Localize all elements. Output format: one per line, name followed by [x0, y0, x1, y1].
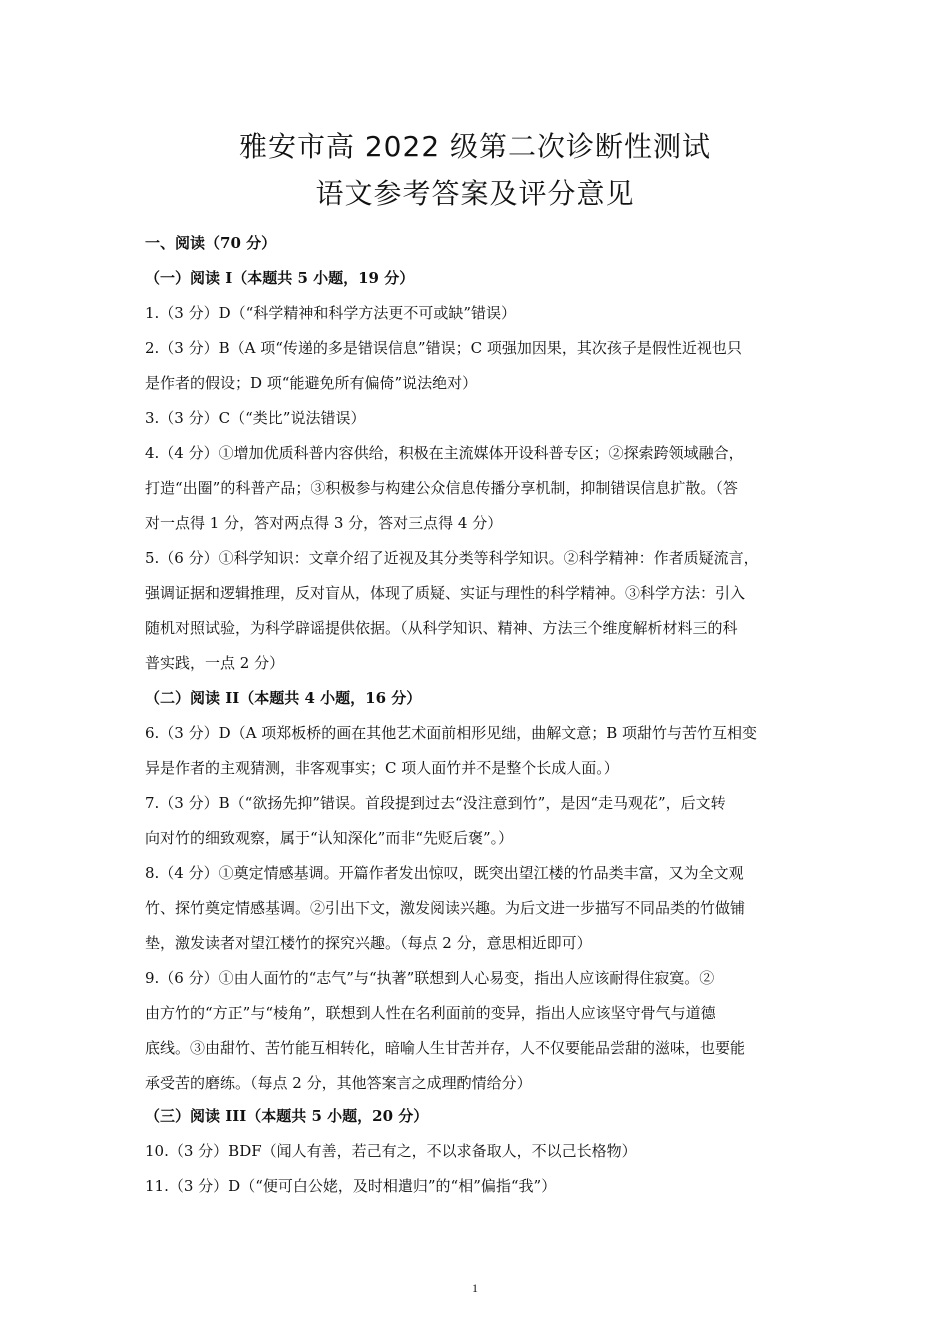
- answer-line: 竹、探竹奠定情感基调。②引出下文，激发阅读兴趣。为后文进一步描写不同品类的竹做铺: [145, 899, 746, 917]
- answer-line: 垫，激发读者对望江楼竹的探究兴趣。（每点 2 分，意思相近即可）: [145, 934, 592, 952]
- answer-line: 6.（3 分）D（A 项郑板桥的画在其他艺术面前相形见绌，曲解文意；B 项甜竹与苦竹互相变: [145, 724, 758, 742]
- answer-line: 强调证据和逻辑推理，反对盲从，体现了质疑、实证与理性的科学精神。③科学方法：引入: [145, 584, 746, 602]
- answer-line: 是作者的假设；D 项“能避免所有偏倚”说法绝对）: [145, 374, 478, 392]
- answer-line: 3.（3 分）C（“类比”说法错误）: [145, 409, 366, 427]
- answer-line: 异是作者的主观猜测，非客观事实；C 项人面竹并不是整个长成人面。）: [145, 759, 619, 777]
- answer-line: 5.（6 分）①科学知识：文章介绍了近视及其分类等科学知识。②科学精神：作者质疑流言，: [145, 549, 759, 567]
- answer-line: 向对竹的细致观察，属于“认知深化”而非“先贬后褒”。）: [145, 829, 514, 847]
- document-subtitle: 语文参考答案及评分意见: [315, 177, 635, 210]
- answer-line: 底线。③由甜竹、苦竹能互相转化，暗喻人生甘苦并存，人不仅要能品尝甜的滋味，也要能: [145, 1039, 746, 1057]
- answer-line: 1.（3 分）D（“科学精神和科学方法更不可或缺”错误）: [145, 304, 516, 322]
- subsection-heading-reading-2: （二）阅读 II（本题共 4 小题，16 分）: [145, 689, 422, 707]
- answer-line: 11.（3 分）D（“便可白公姥，及时相遣归”的“相”偏指“我”）: [145, 1177, 557, 1195]
- answer-line: 7.（3 分）B（“欲扬先抑”错误。首段提到过去“没注意到竹”，是因“走马观花”，后文转: [145, 794, 726, 812]
- answer-line: 普实践，一点 2 分）: [145, 654, 285, 672]
- answer-line: 4.（4 分）①增加优质科普内容供给，积极在主流媒体开设科普专区；②探索跨领域融合，: [145, 444, 744, 462]
- answer-line: 承受苦的磨练。（每点 2 分，其他答案言之成理酌情给分）: [145, 1074, 532, 1092]
- answer-line: 9.（6 分）①由人面竹的“志气”与“执著”联想到人心易变，指出人应该耐得住寂寞。②: [145, 969, 715, 987]
- subsection-heading-reading-3: （三）阅读 III（本题共 5 小题，20 分）: [145, 1107, 429, 1125]
- subsection-heading-reading-1: （一）阅读 I（本题共 5 小题，19 分）: [145, 269, 415, 287]
- answer-line: 由方竹的“方正”与“棱角”，联想到人性在名利面前的变异，指出人应该坚守骨气与道德: [145, 1004, 716, 1022]
- answer-line: 对一点得 1 分，答对两点得 3 分，答对三点得 4 分）: [145, 514, 503, 532]
- answer-line: 打造“出圈”的科普产品；③积极参与构建公众信息传播分享机制，抑制错误信息扩散。（答: [145, 479, 738, 497]
- answer-line: 10.（3 分）BDF（闻人有善，若己有之，不以求备取人，不以己长格物）: [145, 1142, 637, 1160]
- document-title: 雅安市高 2022 级第二次诊断性测试: [238, 130, 712, 163]
- answer-line: 随机对照试验，为科学辟谣提供依据。（从科学知识、精神、方法三个维度解析材料三的科: [145, 619, 738, 637]
- answer-line: 2.（3 分）B（A 项“传递的多是错误信息”错误；C 项强加因果，其次孩子是假性近视也只: [145, 339, 742, 357]
- section-heading-reading: 一、阅读（70 分）: [145, 234, 277, 252]
- answer-line: 8.（4 分）①奠定情感基调。开篇作者发出惊叹，既突出望江楼的竹品类丰富，又为全文观: [145, 864, 744, 882]
- page-number: 1: [472, 1281, 478, 1295]
